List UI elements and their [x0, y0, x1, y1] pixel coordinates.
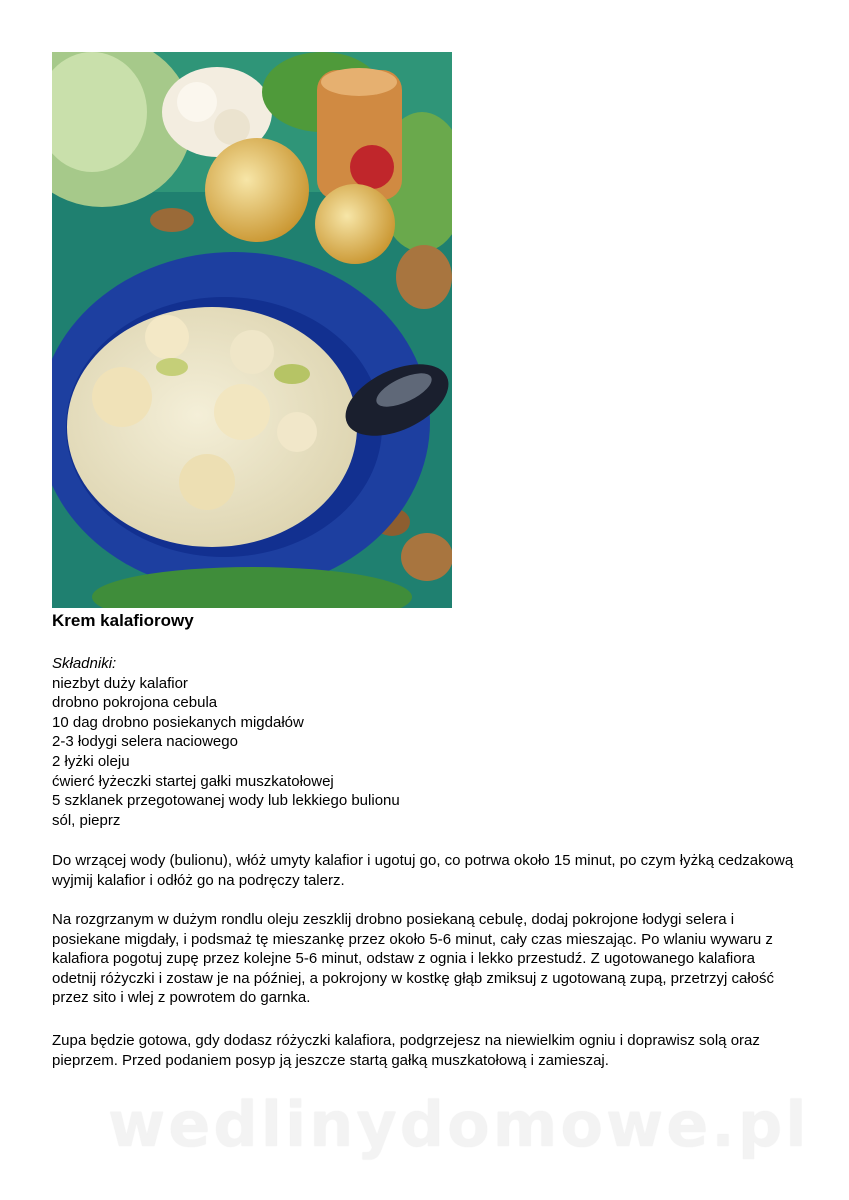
soup-photo [52, 52, 452, 608]
step-paragraph: Zupa będzie gotowa, gdy dodasz różyczki kalafiora, podgrzejesz na niewielkim ogniu i doprawisz solą oraz pieprzem. Przed podaniem posyp ją jeszcze startą gałką muszkatołową i zamieszaj. [52, 1032, 760, 1069]
step-paragraph: Do wrzącej wody (bulionu), włóż umyty kalafior i ugotuj go, co potrwa około 15 minut, po czym łyżką cedzakową wyjmij kalafior i odłóż go na podręczy talerz. [52, 852, 794, 889]
step-paragraph: Na rozgrzanym w dużym rondlu oleju zeszklij drobno posiekaną cebulę, dodaj pokrojone łodygi selera i posiekane migdały, i podsmaż tę mieszankę przez około 5-6 minut, cały czas mieszając. Po wlaniu wywaru z kalafiora pogotuj zupę przez kolejne 5-6 minut, odstaw z ognia i lekko przestudź. Z ugotowanego kalafiora odetnij różyczki i zostaw je na później, a pokrojony w kostkę głąb zmiksuj z ugotowaną zupą, przetrzyj całość przez sito i wlej z powrotem do garnka. [52, 911, 775, 1007]
ingredient-item: drobno pokrojona cebula [52, 694, 218, 712]
ingredient-item: 2-3 łodygi selera naciowego [52, 733, 238, 751]
ingredients-list [52, 654, 400, 830]
ingredient-item: sól, pieprz [52, 811, 121, 829]
ingredient-item: 10 dag drobno posiekanych migdałów [52, 713, 304, 731]
watermark: wedlinydomowe.pl [108, 1088, 810, 1161]
ingredient-item: ćwierć łyżeczki startej gałki muszkatołowej [52, 772, 334, 790]
ingredients-heading: Składniki: [52, 655, 117, 672]
recipe-title: Krem kalafiorowy [52, 611, 194, 630]
ingredient-item: niezbyt duży kalafior [52, 674, 188, 692]
ingredient-item: 5 szklanek przegotowanej wody lub lekkiego bulionu [52, 792, 400, 810]
ingredient-item: 2 łyżki oleju [52, 752, 130, 770]
